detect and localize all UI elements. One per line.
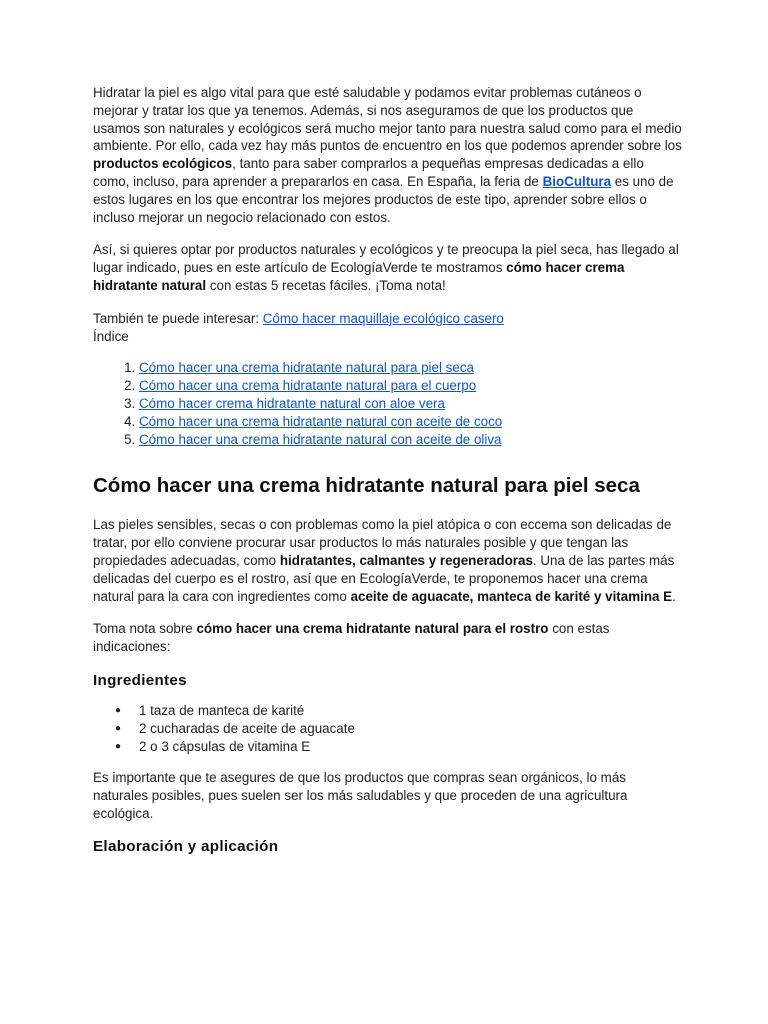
s1-bold-ingredients: aceite de aguacate, manteca de karité y vitamina E xyxy=(350,588,673,604)
ingredient-item: ● 1 taza de manteca de karité xyxy=(139,702,683,720)
ingredients-list xyxy=(93,702,683,755)
section-paragraph-3: Es importante que te asegures de que los productos que compras sean orgánicos, lo más naturales posibles, pues suelen ser los más saludables y que proceden de una agricultura ecológica. xyxy=(93,770,628,821)
ingredient-item: ● 2 cucharadas de aceite de aguacate xyxy=(139,720,683,738)
related-article xyxy=(93,310,683,328)
s1-text-b: . Una de las partes más delicadas del cuerpo es el rostro, así que en EcologíaVerde, te proponemos hacer una crema natural para la cara con ingredientes como xyxy=(93,552,675,604)
elaboration-heading: Elaboración y aplicación xyxy=(93,837,279,855)
index-item xyxy=(139,377,683,395)
s1-text-c: . xyxy=(672,588,676,604)
section-heading: Cómo hacer una crema hidratante natural para piel seca xyxy=(93,474,640,498)
intro-paragraph-2 xyxy=(93,241,683,294)
index-link-4[interactable]: Cómo hacer una crema hidratante natural con aceite de coco xyxy=(139,413,503,429)
intro-text-c: es uno de estos lugares en los que encontrar los mejores productos de este tipo, aprender sobre ellos o incluso mejorar un negocio relacionado con estos. xyxy=(93,173,674,225)
ingredient-item: ● 2 o 3 cápsulas de vitamina E xyxy=(139,738,683,756)
s2-text-a: Toma nota sobre xyxy=(93,621,197,637)
index-link-5[interactable]: Cómo hacer una crema hidratante natural con aceite de oliva xyxy=(139,431,502,447)
section-paragraph-1 xyxy=(93,516,683,605)
index-item xyxy=(139,431,683,449)
related-article-link[interactable]: Cómo hacer maquillaje ecológico casero xyxy=(262,310,504,326)
index-link-3[interactable]: Cómo hacer crema hidratante natural con aloe vera xyxy=(139,395,445,411)
index-item xyxy=(139,413,683,431)
s1-bold-properties: hidratantes, calmantes y regeneradoras xyxy=(279,552,533,568)
document-page xyxy=(93,84,683,868)
index-label: Índice xyxy=(93,328,129,344)
intro-paragraph-1 xyxy=(93,84,683,226)
index-link-2[interactable]: Cómo hacer una crema hidratante natural para el cuerpo xyxy=(139,378,477,394)
s2-text-b: con estas indicaciones: xyxy=(93,621,610,655)
index-list xyxy=(93,359,683,448)
s1-text-a: Las pieles sensibles, secas o con problemas como la piel atópica o con eccema son delicadas de tratar, por ello conviene procurar usar productos lo más naturales posible y que tengan las propiedades adecuadas, como xyxy=(93,517,672,568)
index-item xyxy=(139,395,683,413)
intro-bold-eco-products: productos ecológicos xyxy=(93,156,233,172)
ingredients-heading: Ingredientes xyxy=(93,671,187,689)
intro-text-a: Hidratar la piel es algo vital para que esté saludable y podamos evitar problemas cutáneos o mejorar y tratar los que ya tenemos. Además, si nos aseguramos de que los productos que usamos son naturales y ecológicos será mucho mejor tanto para nuestra salud como para el medio ambiente. Por ello, cada vez hay más puntos de encuentro en los que podemos aprender sobre los xyxy=(93,85,682,154)
biocultura-link[interactable]: BioCultura xyxy=(542,173,612,189)
intro2-text-a: Así, si quieres optar por productos naturales y ecológicos y te preocupa la piel seca, has llegado al lugar indicado, pues en este artículo de EcologíaVerde te mostramos xyxy=(93,242,679,276)
intro2-bold: cómo hacer crema hidratante natural xyxy=(93,260,625,293)
index-item xyxy=(139,359,683,377)
intro2-text-b: con estas 5 recetas fáciles. ¡Toma nota! xyxy=(206,277,446,293)
related-label: También te puede interesar: xyxy=(93,310,263,326)
s2-bold: cómo hacer una crema hidratante natural para el rostro xyxy=(196,621,549,637)
section-paragraph-2 xyxy=(93,620,683,656)
index-link-1[interactable]: Cómo hacer una crema hidratante natural para piel seca xyxy=(139,360,474,376)
intro-text-b: , tanto para saber comprarlos a pequeñas empresas dedicadas a ello como, incluso, para aprender a prepararlos en casa. En España, la feria de xyxy=(93,156,644,189)
